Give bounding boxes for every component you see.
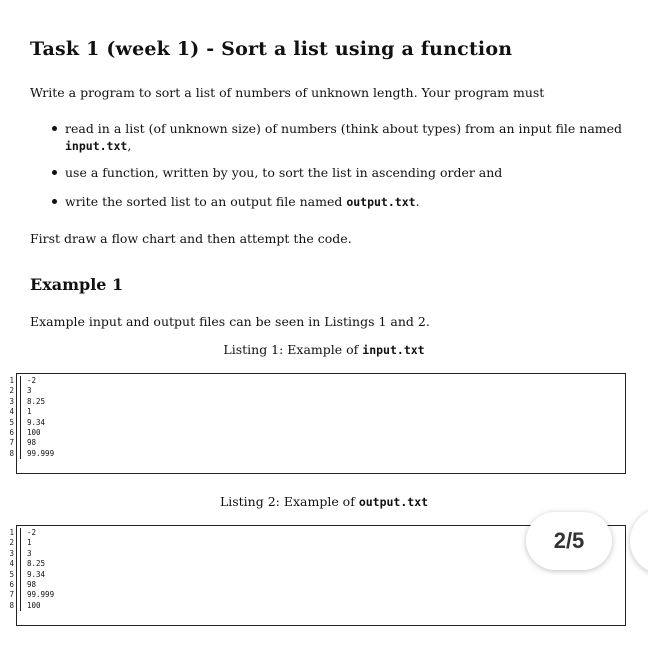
code-line: 98 — [27, 438, 37, 448]
line-number: 2 — [9, 538, 14, 548]
bullet-icon — [52, 126, 57, 131]
line-number: 5 — [9, 569, 14, 579]
line-number: 2 — [9, 386, 14, 396]
line-number: 8 — [9, 600, 14, 610]
line-number: 4 — [9, 559, 14, 569]
listing1-caption — [0, 342, 648, 357]
next-page-edge[interactable] — [630, 508, 648, 574]
line-number: 3 — [9, 548, 14, 558]
bullet-text: use a function, written by you, to sort the list in ascending order and — [65, 165, 503, 180]
line-number: 6 — [9, 580, 14, 590]
bullet-code: input.txt — [65, 139, 128, 153]
line-number: 4 — [9, 407, 14, 417]
line-number: 7 — [9, 438, 14, 448]
line-number: 1 — [9, 376, 14, 385]
code-line: 100 — [27, 428, 41, 438]
line-number: 3 — [9, 396, 14, 406]
section-heading: Example 1 — [30, 275, 124, 294]
caption-code: output.txt — [358, 495, 429, 509]
code-line: 99.999 — [27, 448, 55, 458]
listing2-code — [20, 528, 54, 611]
listing2-line-numbers — [4, 528, 14, 611]
caption-text: Listing 1: Example of — [223, 342, 363, 357]
listing1-box — [9, 373, 626, 474]
code-line: 9.34 — [27, 417, 46, 427]
bullet-icon — [52, 170, 57, 175]
code-line: 3 — [27, 386, 32, 396]
code-line: -2 — [27, 528, 37, 537]
page-indicator: 2/5 — [526, 512, 612, 570]
caption-text: Listing 2: Example of — [219, 494, 359, 509]
line-number: 5 — [9, 417, 14, 427]
code-line: 99.999 — [27, 590, 55, 600]
listing1-line-numbers — [4, 376, 14, 459]
caption-code: input.txt — [362, 343, 425, 357]
code-line: 9.34 — [27, 569, 46, 579]
code-line: 98 — [27, 580, 37, 590]
line-number: 7 — [9, 590, 14, 600]
code-line: 8.25 — [27, 559, 46, 569]
bullet-text: write the sorted list to an output file named — [65, 194, 347, 209]
closing-paragraph: First draw a flow chart and then attempt the code. — [30, 231, 352, 246]
bullet-suffix: , — [127, 138, 132, 153]
bullet-code: output.txt — [346, 195, 416, 209]
code-line: -2 — [27, 376, 37, 385]
line-number: 1 — [9, 528, 14, 537]
code-line: 8.25 — [27, 396, 46, 406]
line-number: 6 — [9, 428, 14, 438]
bullet-icon — [52, 199, 57, 204]
code-line: 1 — [27, 538, 32, 548]
page-title: Task 1 (week 1) - Sort a list using a function — [30, 38, 513, 60]
intro-paragraph: Write a program to sort a list of numbers of unknown length. Your program must — [30, 85, 545, 100]
code-line: 1 — [27, 407, 32, 417]
code-line: 3 — [27, 548, 32, 558]
listing1-code — [20, 376, 54, 459]
line-number: 8 — [9, 448, 14, 458]
code-line: 100 — [27, 600, 41, 610]
listing2-caption — [0, 494, 648, 509]
example-paragraph: Example input and output files can be seen in Listings 1 and 2. — [30, 314, 430, 329]
bullet-suffix: . — [415, 194, 420, 209]
bullet-text: read in a list (of unknown size) of numbers (think about types) from an input file named — [65, 121, 623, 136]
